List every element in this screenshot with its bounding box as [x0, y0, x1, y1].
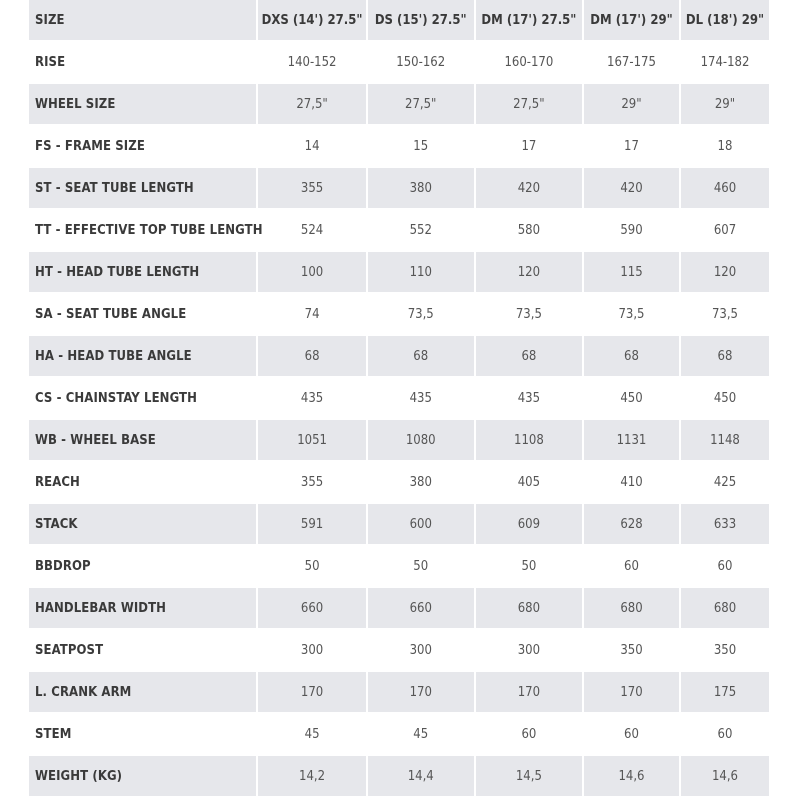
cell-value: 18 — [681, 126, 769, 166]
row-label: FS - FRAME SIZE — [29, 126, 256, 166]
cell-value: 450 — [584, 378, 679, 418]
cell-value: 170 — [476, 672, 582, 712]
cell-value: 405 — [476, 462, 582, 502]
table-row — [29, 462, 769, 502]
cell-value: 607 — [681, 210, 769, 250]
cell-value: 425 — [681, 462, 769, 502]
cell-value: 350 — [681, 630, 769, 670]
cell-value: 14,6 — [681, 756, 769, 796]
cell-value: 14,4 — [368, 756, 474, 796]
cell-value: 29" — [681, 84, 769, 124]
cell-value: 300 — [476, 630, 582, 670]
cell-value: 355 — [258, 462, 365, 502]
table-row — [29, 252, 769, 292]
cell-value: 27,5" — [258, 84, 365, 124]
cell-value: 680 — [681, 588, 769, 628]
row-label: HA - HEAD TUBE ANGLE — [29, 336, 256, 376]
cell-value: 1148 — [681, 420, 769, 460]
table-row — [29, 42, 769, 82]
table-row — [29, 210, 769, 250]
cell-value: 590 — [584, 210, 679, 250]
cell-value: 170 — [584, 672, 679, 712]
cell-value: 120 — [476, 252, 582, 292]
cell-value: 420 — [584, 168, 679, 208]
cell-value: 660 — [368, 588, 474, 628]
cell-value: 633 — [681, 504, 769, 544]
row-label: RISE — [29, 42, 256, 82]
cell-value: 350 — [584, 630, 679, 670]
cell-value: 600 — [368, 504, 474, 544]
cell-value: 60 — [476, 714, 582, 754]
column-header: DM (17') 27.5" — [476, 0, 582, 40]
cell-value: 45 — [258, 714, 365, 754]
cell-value: 160-170 — [476, 42, 582, 82]
table-row — [29, 420, 769, 460]
cell-value: 27,5" — [368, 84, 474, 124]
table-row — [29, 756, 769, 796]
cell-value: 167-175 — [584, 42, 679, 82]
column-header: DM (17') 29" — [584, 0, 679, 40]
cell-value: 435 — [258, 378, 365, 418]
row-label: REACH — [29, 462, 256, 502]
row-label: TT - EFFECTIVE TOP TUBE LENGTH — [29, 210, 256, 250]
cell-value: 175 — [681, 672, 769, 712]
cell-value: 68 — [681, 336, 769, 376]
cell-value: 14 — [258, 126, 365, 166]
cell-value: 60 — [584, 714, 679, 754]
row-label: WEIGHT (KG) — [29, 756, 256, 796]
table-row — [29, 546, 769, 586]
table-row — [29, 630, 769, 670]
table-row — [29, 294, 769, 334]
cell-value: 380 — [368, 168, 474, 208]
row-label: CS - CHAINSTAY LENGTH — [29, 378, 256, 418]
cell-value: 1051 — [258, 420, 365, 460]
cell-value: 27,5" — [476, 84, 582, 124]
row-label: STEM — [29, 714, 256, 754]
cell-value: 410 — [584, 462, 679, 502]
cell-value: 50 — [476, 546, 582, 586]
cell-value: 524 — [258, 210, 365, 250]
cell-value: 115 — [584, 252, 679, 292]
geometry-table-container — [27, 0, 771, 798]
row-label: WB - WHEEL BASE — [29, 420, 256, 460]
table-row — [29, 126, 769, 166]
cell-value: 435 — [368, 378, 474, 418]
cell-value: 50 — [258, 546, 365, 586]
cell-value: 580 — [476, 210, 582, 250]
table-row — [29, 84, 769, 124]
cell-value: 150-162 — [368, 42, 474, 82]
row-label: STACK — [29, 504, 256, 544]
cell-value: 174-182 — [681, 42, 769, 82]
cell-value: 17 — [476, 126, 582, 166]
cell-value: 15 — [368, 126, 474, 166]
cell-value: 660 — [258, 588, 365, 628]
cell-value: 450 — [681, 378, 769, 418]
cell-value: 120 — [681, 252, 769, 292]
cell-value: 300 — [258, 630, 365, 670]
cell-value: 74 — [258, 294, 365, 334]
cell-value: 435 — [476, 378, 582, 418]
cell-value: 1131 — [584, 420, 679, 460]
table-row — [29, 672, 769, 712]
cell-value: 60 — [584, 546, 679, 586]
cell-value: 591 — [258, 504, 365, 544]
cell-value: 68 — [476, 336, 582, 376]
table-row — [29, 168, 769, 208]
column-header: DXS (14') 27.5" — [258, 0, 365, 40]
table-body — [29, 42, 769, 796]
cell-value: 110 — [368, 252, 474, 292]
row-label: HANDLEBAR WIDTH — [29, 588, 256, 628]
cell-value: 170 — [258, 672, 365, 712]
cell-value: 460 — [681, 168, 769, 208]
cell-value: 420 — [476, 168, 582, 208]
row-label: BBDROP — [29, 546, 256, 586]
column-header: DL (18') 29" — [681, 0, 769, 40]
row-label: WHEEL SIZE — [29, 84, 256, 124]
cell-value: 1108 — [476, 420, 582, 460]
table-header-row — [29, 0, 769, 40]
cell-value: 609 — [476, 504, 582, 544]
cell-value: 14,5 — [476, 756, 582, 796]
cell-value: 29" — [584, 84, 679, 124]
geometry-table — [27, 0, 771, 798]
cell-value: 73,5 — [681, 294, 769, 334]
table-row — [29, 378, 769, 418]
cell-value: 60 — [681, 546, 769, 586]
column-header: DS (15') 27.5" — [368, 0, 474, 40]
row-label: ST - SEAT TUBE LENGTH — [29, 168, 256, 208]
cell-value: 73,5 — [584, 294, 679, 334]
cell-value: 50 — [368, 546, 474, 586]
cell-value: 68 — [258, 336, 365, 376]
cell-value: 170 — [368, 672, 474, 712]
cell-value: 1080 — [368, 420, 474, 460]
table-row — [29, 714, 769, 754]
row-label: L. CRANK ARM — [29, 672, 256, 712]
cell-value: 380 — [368, 462, 474, 502]
cell-value: 552 — [368, 210, 474, 250]
cell-value: 14,2 — [258, 756, 365, 796]
cell-value: 628 — [584, 504, 679, 544]
cell-value: 100 — [258, 252, 365, 292]
row-label: SA - SEAT TUBE ANGLE — [29, 294, 256, 334]
cell-value: 45 — [368, 714, 474, 754]
cell-value: 14,6 — [584, 756, 679, 796]
cell-value: 60 — [681, 714, 769, 754]
table-row — [29, 504, 769, 544]
cell-value: 17 — [584, 126, 679, 166]
header-label: SIZE — [29, 0, 256, 40]
cell-value: 73,5 — [476, 294, 582, 334]
cell-value: 355 — [258, 168, 365, 208]
table-row — [29, 588, 769, 628]
row-label: HT - HEAD TUBE LENGTH — [29, 252, 256, 292]
cell-value: 680 — [476, 588, 582, 628]
cell-value: 680 — [584, 588, 679, 628]
table-row — [29, 336, 769, 376]
cell-value: 140-152 — [258, 42, 365, 82]
row-label: SEATPOST — [29, 630, 256, 670]
cell-value: 68 — [584, 336, 679, 376]
cell-value: 68 — [368, 336, 474, 376]
cell-value: 300 — [368, 630, 474, 670]
cell-value: 73,5 — [368, 294, 474, 334]
